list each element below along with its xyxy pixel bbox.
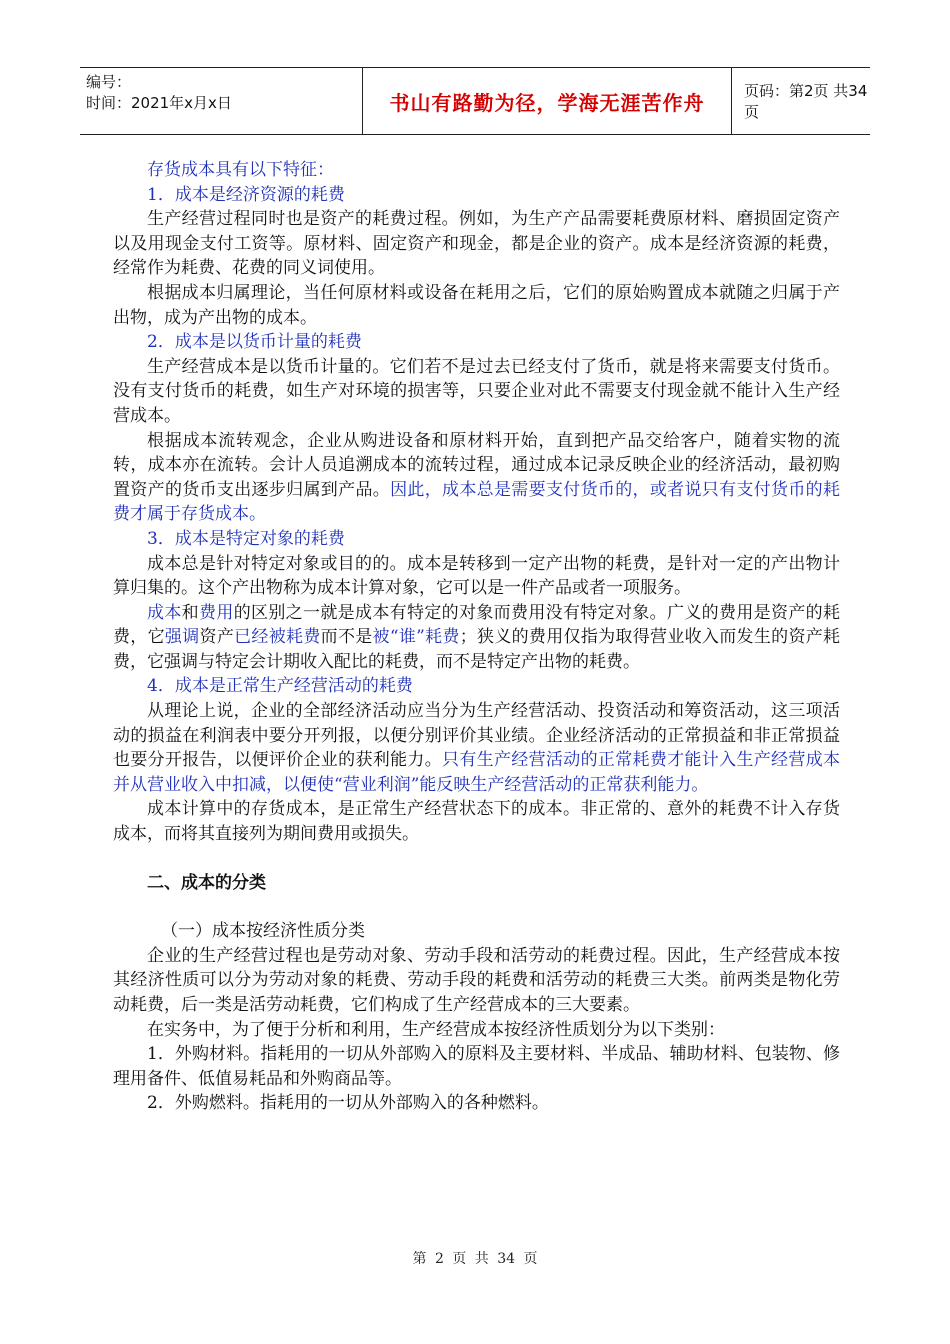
page-header [80, 67, 870, 135]
feature-4-heading: 4．成本是正常生产经营活动的耗费 [147, 676, 413, 697]
term-expense: 费用 [199, 602, 234, 623]
list-item-purchased-materials: 1．外购材料。指耗用的一切从外部购入的原料及主要材料、半成品、辅助材料、包装物、修理用备件、低值易耗品和外购商品等。 [113, 1044, 840, 1089]
feature-1-heading: 1．成本是经济资源的耗费 [147, 184, 345, 205]
feature-2-paragraph-1: 生产经营成本是以货币计量的。它们若不是过去已经支付了货币，就是将来需要支付货币。没有支付货币的耗费，如生产对环境的损害等，只要企业对此不需要支付现金就不能计入生产经营成本。 [113, 356, 840, 426]
text-segment: 的区别之一就是成本有特定的对象而费用没有特定对象。广义的费用是资产的耗费，它 [113, 602, 841, 648]
feature-1-paragraph-1: 生产经营过程同时也是资产的耗费过程。例如，为生产产品需要耗费原材料、磨损固定资产以及用现金支付工资等。原材料、固定资产和现金，都是企业的资产。成本是经济资源的耗费，经常作为耗费、花费的同义词使用。 [113, 209, 840, 279]
feature-2-highlight: 因此，成本总是需要支付货币的，或者说只有支付货币的耗费才属于存货成本。 [113, 479, 841, 525]
emphasis-by-whom: 被“谁”耗费 [372, 627, 460, 648]
document-body [113, 158, 840, 1116]
feature-1-paragraph-2: 根据成本归属理论，当任何原材料或设备在耗用之后，它们的原始购置成本就随之归属于产出物，成为产出物的成本。 [113, 282, 840, 328]
feature-4-text: 从理论上说，企业的全部经济活动应当分为生产经营活动、投资活动和筹资活动，这三项活动的损益在利润表中要分开列报，以便分别评价其业绩。企业经济活动的正常损益和非正常损益也要分开报告，以便评价企业的获利能力。 [113, 701, 840, 771]
page-footer: 第 2 页 共 34 页 [412, 1251, 538, 1267]
document-number: 编号： [86, 73, 132, 91]
text-segment: 和 [181, 602, 200, 623]
feature-4-paragraph-2: 成本计算中的存货成本，是正常生产经营状态下的成本。非正常的、意外的耗费不计入存货成本，而将其直接列为期间费用或损失。 [113, 799, 840, 845]
feature-2-text: 根据成本流转观念，企业从购进设备和原材料开始，直到把产品交给客户，随着实物的流转，成本亦在流转。会计人员追溯成本的流转过程，通过成本记录反映企业的经济活动，最初购置资产的货币支出逐步归属到产品。 [113, 430, 840, 500]
list-item-purchased-fuel: 2．外购燃料。指耗用的一切从外部购入的各种燃料。 [147, 1093, 549, 1114]
feature-3-paragraph-2 [113, 601, 840, 675]
feature-4-paragraph-1 [113, 699, 840, 797]
feature-2-heading: 2．成本是以货币计量的耗费 [147, 332, 362, 353]
feature-3-heading: 3．成本是特定对象的耗费 [147, 528, 345, 549]
section-2-subheading: （一）成本按经济性质分类 [161, 921, 365, 942]
header-meta [86, 72, 286, 114]
intro-line: 存货成本具有以下特征： [147, 160, 334, 180]
text-segment: 资产 [199, 627, 235, 648]
text-segment: ；狭义的费用仅指为取得营业收入而发生的资产耗费，它强调与特定会计期收入配比的耗费，而不是特定产出物的耗费。 [113, 627, 841, 672]
header-motto: 书山有路勤为径，学海无涯苦作舟 [389, 90, 705, 115]
emphasis-stress: 强调 [164, 627, 200, 648]
text-segment: 而不是 [320, 627, 373, 648]
header-page-info: 页码：第2页 共34页 [744, 82, 868, 121]
document-date: 时间：2021年x月x日 [86, 94, 232, 112]
header-motto-cell [362, 68, 732, 134]
feature-3-paragraph-1: 成本总是针对特定对象或目的的。成本是转移到一定产出物的耗费，是针对一定的产出物计算归集的。这个产出物称为成本计算对象，它可以是一件产品或者一项服务。 [113, 553, 840, 599]
section-2-paragraph-2: 在实务中，为了便于分析和利用，生产经营成本按经济性质划分为以下类别： [147, 1019, 725, 1040]
feature-2-paragraph-2 [113, 429, 840, 527]
emphasis-consumed: 已经被耗费 [234, 627, 321, 648]
feature-4-highlight: 只有生产经营活动的正常耗费才能计入生产经营成本并从营业收入中扣减，以便使“营业利润”能反映生产经营活动的正常获利能力。 [113, 750, 841, 795]
section-2-title: 二、成本的分类 [147, 872, 266, 893]
section-2-paragraph-1: 企业的生产经营过程也是劳动对象、劳动手段和活劳动的耗费过程。因此，生产经营成本按其经济性质可以分为劳动对象的耗费、劳动手段的耗费和活劳动的耗费三大类。前两类是物化劳动耗费，后一类是活劳动耗费，它们构成了生产经营成本的三大要素。 [113, 945, 840, 1015]
term-cost: 成本 [147, 602, 182, 623]
